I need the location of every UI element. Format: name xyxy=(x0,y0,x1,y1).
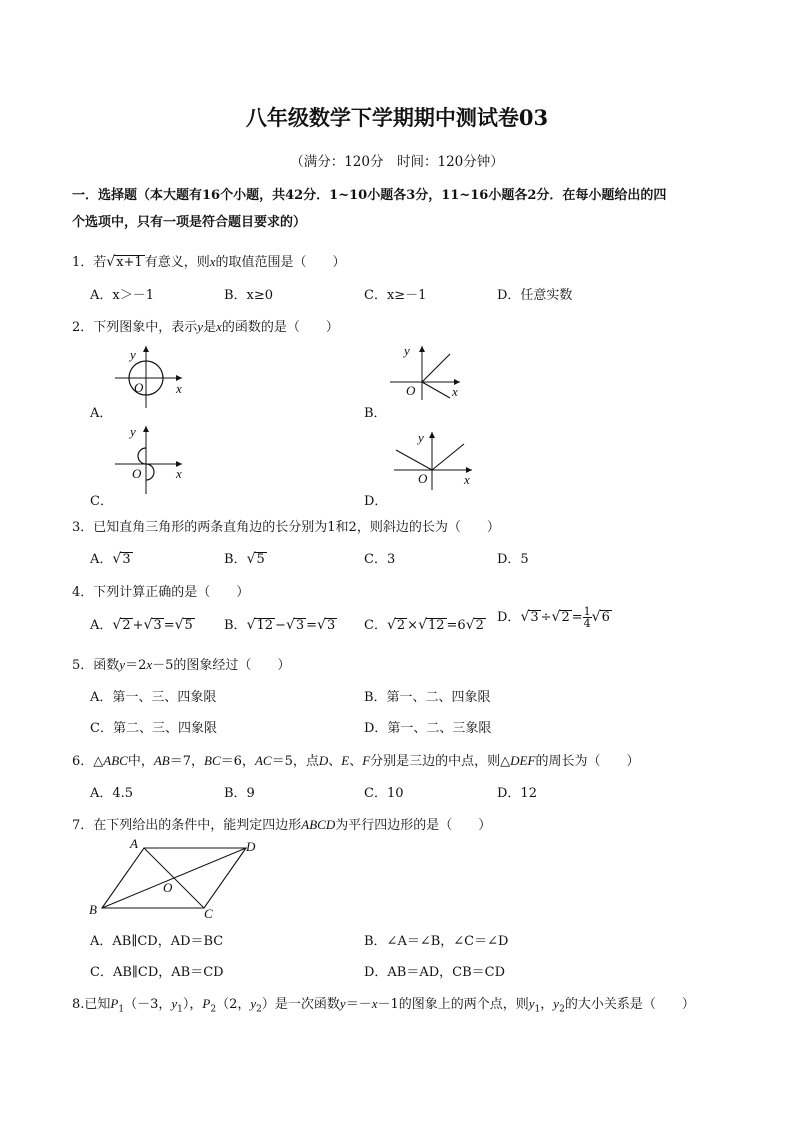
center-o-label: O xyxy=(163,880,173,895)
q3-option-c: C．3 xyxy=(364,552,396,567)
vertex-d-label: D xyxy=(246,839,256,854)
graph-c-y-label: y xyxy=(130,424,136,439)
q3-option-d: D．5 xyxy=(497,552,529,567)
page-title: 八年级数学下学期期中测试卷03 xyxy=(245,105,549,130)
question-1: 1．若√x+1 有意义，则x的取值范围是（ ） xyxy=(72,254,346,270)
graph-a-circle xyxy=(110,340,200,412)
graph-b-rays xyxy=(388,340,478,400)
q7-option-a: A．AB∥CD，AD＝BC xyxy=(90,934,224,949)
q3-option-a: A．√3 xyxy=(90,551,131,567)
graph-c-semicircles xyxy=(110,420,200,494)
q5-option-c: C．第二、三、四象限 xyxy=(90,721,217,736)
q2-option-c: C． xyxy=(90,494,113,509)
section-header xyxy=(72,182,732,236)
exam-info: （满分：120分 时间：120分钟） xyxy=(290,154,504,170)
q5-option-b: B．第一、二、四象限 xyxy=(364,690,491,705)
graph-b-origin-label: O xyxy=(406,383,416,398)
q4-option-c: C．√2 ×√12 =6√2 xyxy=(364,617,484,633)
graph-a-origin-label: O xyxy=(134,380,144,395)
q7-option-c: C．AB∥CD，AB＝CD xyxy=(90,965,224,980)
parallelogram-figure xyxy=(86,836,266,920)
q4-option-b: B．√12 −√3 =√3 xyxy=(224,617,336,633)
question-7: 7．在下列给出的条件中，能判定四边形ABCD为平行四边形的是（ ） xyxy=(72,817,492,833)
q7-option-b: B．∠A＝∠B，∠C＝∠D xyxy=(364,934,509,949)
question-8: 8.已知$P_1(-3$，$y_1$），$P_2(2$，$y_2$）是一次函数y＝－x－1的图象上的两个点，则$y_1$，$y_2$的大小关系是（ ） xyxy=(72,996,695,1015)
graph-d-x-label: x xyxy=(464,472,470,487)
graph-d-origin-label: O xyxy=(418,471,428,486)
q5-option-a: A．第一、三、四象限 xyxy=(90,690,217,705)
question-4: 4．下列计算正确的是（ ） xyxy=(72,585,250,600)
sqrt-icon: √ xyxy=(246,551,256,567)
graph-b-x-label: x xyxy=(452,384,458,399)
graph-d-v-shape xyxy=(394,428,484,490)
q3-option-b: B．√5 xyxy=(224,551,265,567)
question-3: 3．已知直角三角形的两条直角边的长分别为1和2，则斜边的长为（ ） xyxy=(72,520,500,535)
graph-c-origin-label: O xyxy=(132,466,142,481)
q1-option-b: B．x≥0 xyxy=(224,288,274,303)
fraction: $\frac{1}{4}$ xyxy=(583,605,591,630)
q6-option-c: C．10 xyxy=(364,786,404,801)
q4-option-d: D．√3 ÷√2 = $\frac{1}{4}$ √6 xyxy=(497,605,610,630)
section-header-line1: 一．选择题（本大题有16个小题，共42分．1~10小题各3分，11~16小题各2分．在每小题给出的四 xyxy=(72,188,667,203)
radicand: x+1 xyxy=(116,255,143,270)
question-2: 2．下列图象中，表示y是x的函数的是（ ） xyxy=(72,319,339,335)
q5-option-d: D．第一、二、三象限 xyxy=(364,721,492,736)
vertex-a-label: A xyxy=(130,836,138,851)
graph-a-y-label: y xyxy=(130,347,136,362)
q2-option-a: A． xyxy=(90,406,113,421)
question-5: 5．函数y＝2x－5的图象经过（ ） xyxy=(72,657,291,673)
question-6: 6．△ABC中，AB＝7，BC＝6，AC＝5，点D、E、F分别是三边的中点，则△DEF的周长为（ ） xyxy=(72,753,640,769)
q4-option-a: A．√2 +√3 =√5 xyxy=(90,617,193,633)
graph-b-y-label: y xyxy=(404,343,410,358)
q1-option-a: A．x＞－1 xyxy=(90,288,154,303)
q6-option-a: A．4.5 xyxy=(90,786,134,801)
q6-option-d: D．12 xyxy=(497,786,537,801)
sqrt-icon: √ xyxy=(106,254,116,270)
section-header-line2: 个选项中，只有一项是符合题目要求的） xyxy=(72,215,307,230)
graph-a-x-label: x xyxy=(176,381,182,396)
q1-option-d: D．任意实数 xyxy=(497,288,573,303)
q6-option-b: B．9 xyxy=(224,786,255,801)
q1-option-c: C．x≥－1 xyxy=(364,288,427,303)
sqrt-icon: √ xyxy=(112,551,122,567)
graph-d-y-label: y xyxy=(418,430,424,445)
graph-c-x-label: x xyxy=(176,466,182,481)
vertex-b-label: B xyxy=(89,902,97,917)
q2-option-b: B． xyxy=(364,406,387,421)
q2-option-d: D． xyxy=(364,494,388,509)
vertex-c-label: C xyxy=(204,906,213,921)
q7-option-d: D．AB＝AD，CB＝CD xyxy=(364,965,506,980)
